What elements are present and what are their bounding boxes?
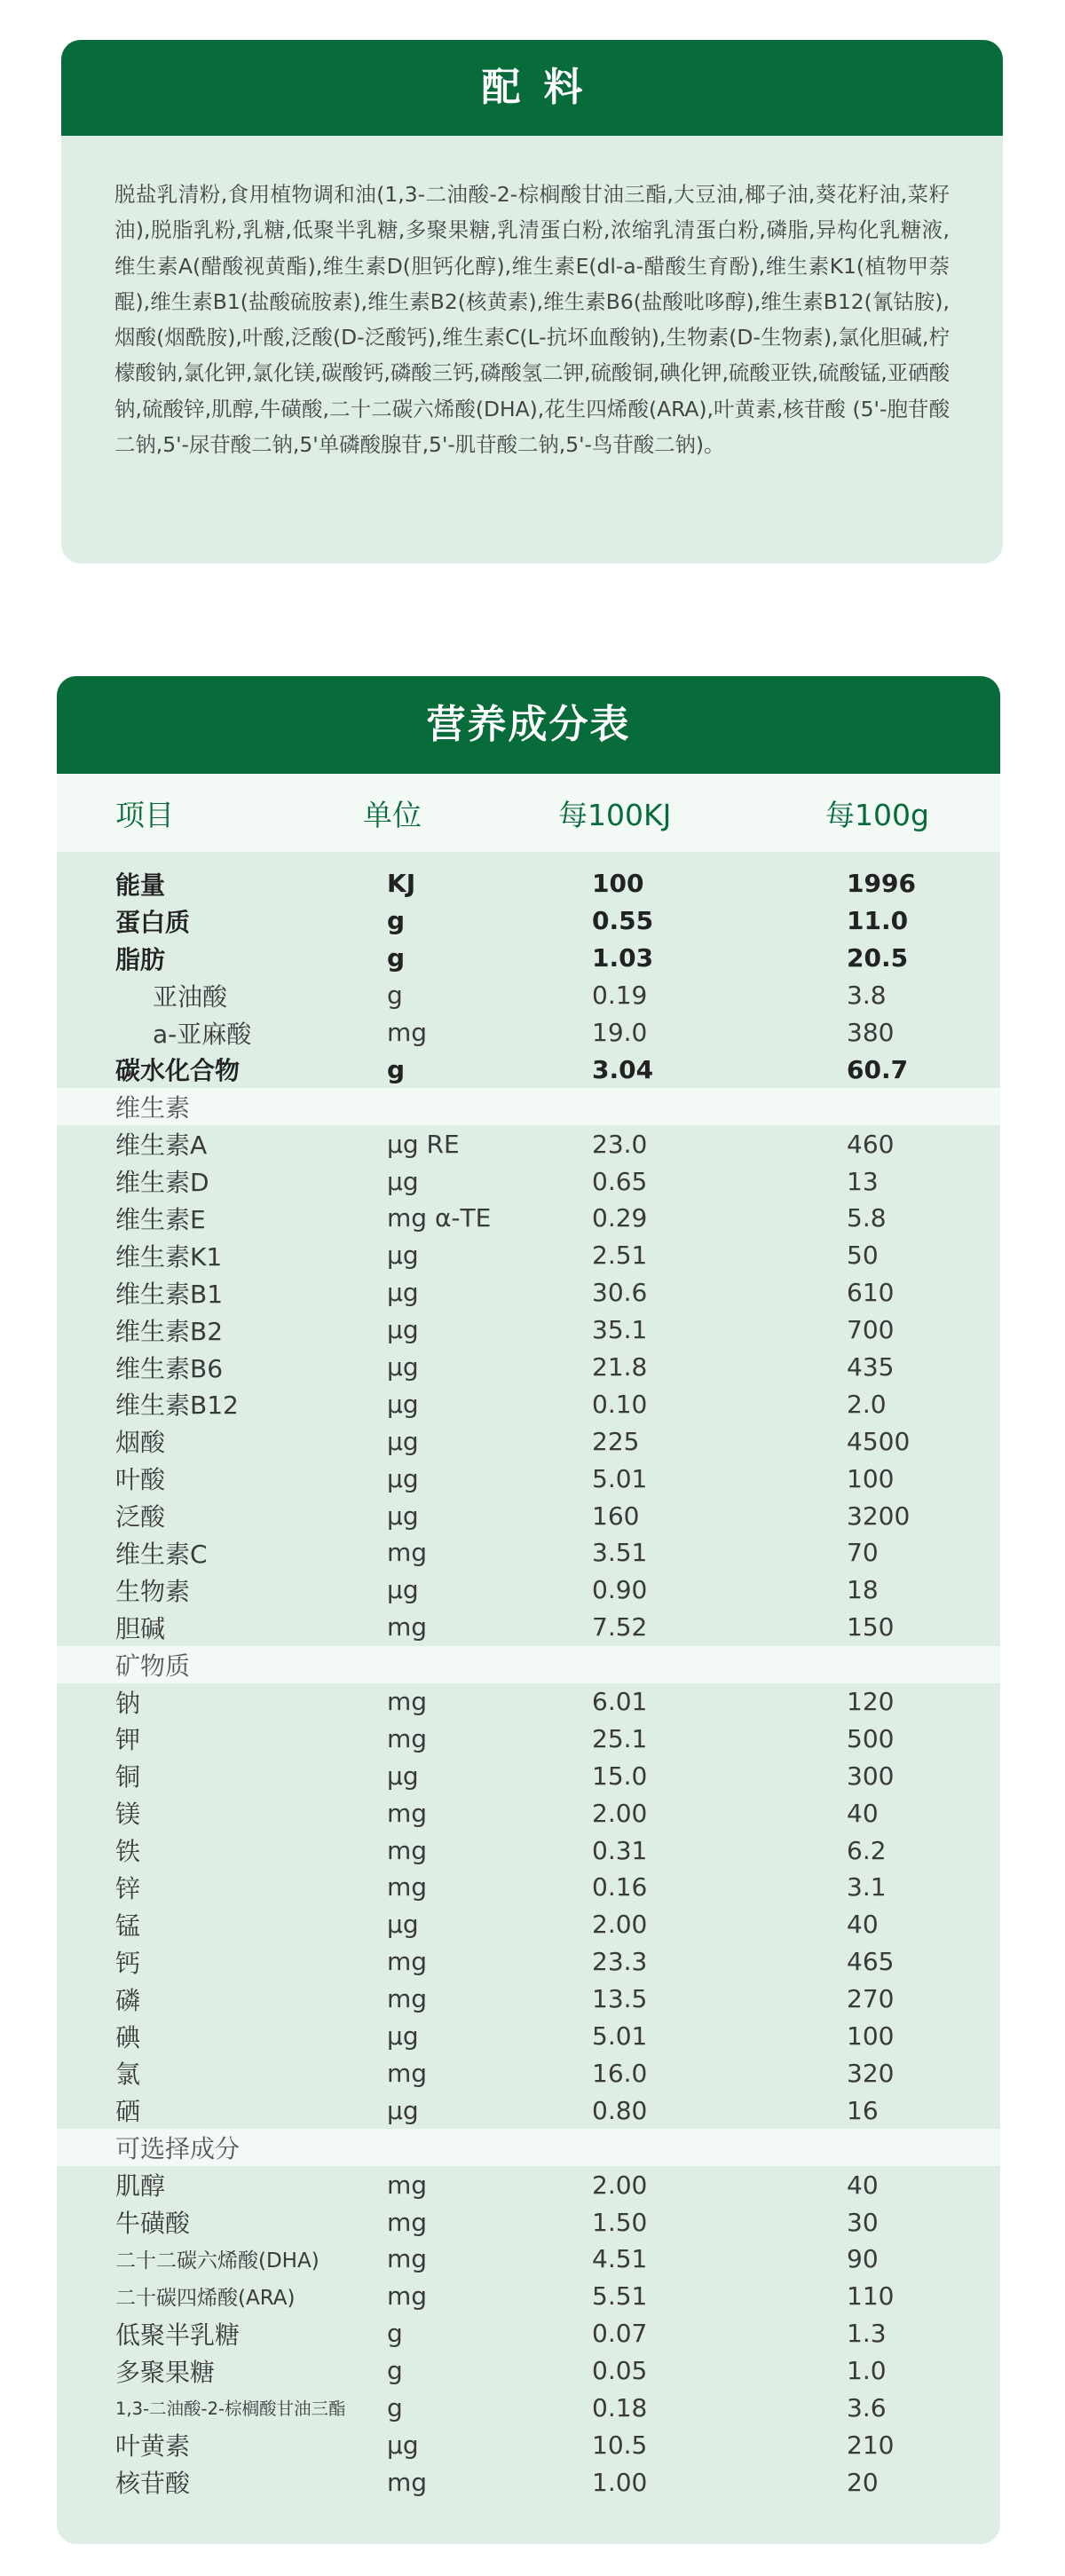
section-label: 矿物质 — [115, 1650, 191, 1681]
nutrient-unit: mg — [387, 1723, 428, 1753]
nutrient-name: 蛋白质 — [115, 907, 191, 937]
nutrient-unit: mg — [387, 1984, 428, 2014]
value-per-100kj: 160 — [592, 1501, 640, 1531]
table-row — [57, 1534, 1000, 1572]
nutrient-unit: μg — [387, 1761, 419, 1791]
value-per-100g: 435 — [847, 1352, 895, 1383]
nutrient-unit: g — [387, 1054, 406, 1084]
nutrition-rows — [57, 852, 1000, 2501]
nutrient-name: 烟酸 — [115, 1428, 166, 1458]
nutrient-unit: mg — [387, 2207, 428, 2237]
nutrient-unit: mg — [387, 1947, 428, 1977]
value-per-100g: 11.0 — [847, 906, 909, 936]
value-per-100g: 40 — [847, 2170, 879, 2200]
value-per-100g: 465 — [847, 1947, 895, 1977]
value-per-100kj: 2.51 — [592, 1241, 648, 1271]
nutrient-unit: mg — [387, 2467, 428, 2497]
value-per-100kj: 16.0 — [592, 2058, 648, 2088]
table-row — [57, 902, 1000, 940]
value-per-100g: 300 — [847, 1761, 895, 1791]
value-per-100kj: 0.55 — [592, 906, 654, 936]
value-per-100kj: 2.00 — [592, 1798, 648, 1828]
nutrient-name: 维生素A — [115, 1130, 208, 1161]
table-row — [57, 1497, 1000, 1534]
nutrient-unit: mg — [387, 1687, 428, 1717]
value-per-100kj: 19.0 — [592, 1018, 648, 1047]
nutrient-unit: μg — [387, 1352, 419, 1383]
nutrient-unit: μg — [387, 1166, 419, 1196]
value-per-100g: 1.3 — [847, 2319, 887, 2349]
nutrient-name: 维生素B2 — [115, 1316, 224, 1346]
value-per-100kj: 0.05 — [592, 2356, 648, 2386]
table-row — [57, 2390, 1000, 2427]
nutrient-name: 维生素B1 — [115, 1279, 224, 1309]
value-per-100kj: 1.50 — [592, 2207, 648, 2237]
value-per-100g: 2.0 — [847, 1389, 887, 1419]
value-per-100g: 18 — [847, 1575, 879, 1605]
nutrient-unit: μg — [387, 2095, 419, 2125]
header-item: 项目 — [115, 797, 174, 832]
table-row — [57, 1237, 1000, 1274]
value-per-100g: 1.0 — [847, 2356, 887, 2386]
value-per-100g: 13 — [847, 1166, 879, 1196]
table-row — [57, 1274, 1000, 1312]
value-per-100kj: 13.5 — [592, 1984, 648, 2014]
ingredients-title: 配料 — [61, 40, 1003, 136]
nutrient-name: 维生素B6 — [115, 1353, 224, 1383]
nutrient-name: 锰 — [115, 1910, 141, 1941]
nutrient-name: 硒 — [115, 2097, 141, 2127]
table-row — [57, 865, 1000, 902]
section-label: 维生素 — [115, 1093, 191, 1123]
nutrient-unit: mg — [387, 2281, 428, 2312]
table-row — [57, 1460, 1000, 1497]
table-row — [57, 2241, 1000, 2278]
value-per-100g: 460 — [847, 1129, 895, 1159]
nutrient-name: 泛酸 — [115, 1502, 166, 1532]
nutrient-name: 低聚半乳糖 — [115, 2320, 241, 2350]
header-per-100kj: 每100KJ — [558, 797, 672, 832]
nutrient-name: 维生素D — [115, 1168, 209, 1198]
ingredients-text: 脱盐乳清粉,食用植物调和油(1,3-二油酸-2-棕榈酸甘油三酯,大豆油,椰子油,葵花籽油,菜籽油),脱脂乳粉,乳糖,低聚半乳糖,多聚果糖,乳清蛋白粉,浓缩乳清蛋白粉,磷脂,异构化乳糖液,维生素A(醋酸视黄酯),维生素D(胆钙化醇),维生素E(dl-a-醋酸生育酚),维生素K1(植物甲萘醌),维生素B1(盐酸硫胺素),维生素B2(核黄素),维生素B6(盐酸吡哆醇),维生素B12(氰钴胺),烟酸(烟酰胺),叶酸,泛酸(D-泛酸钙),维生素C(L-抗坏血酸钠),生物素(D-生物素),氯化胆碱,柠檬酸钠,氯化钾,氯化镁,碳酸钙,磷酸三钙,磷酸氢二钾,硫酸铜,碘化钾,硫酸亚铁,硫酸锰,亚硒酸钠,硫酸锌,肌醇,牛磺酸,二十二碳六烯酸(DHA),花生四烯酸(ARA),叶黄素,核苷酸 (5'-胞苷酸二钠,5'-尿苷酸二钠,5'单磷酸腺苷,5'-肌苷酸二钠,5'-鸟苷酸二钠)。 — [114, 182, 950, 458]
value-per-100g: 20 — [847, 2467, 879, 2497]
value-per-100kj: 21.8 — [592, 1352, 648, 1383]
nutrient-name: 二十二碳六烯酸(DHA) — [115, 2249, 320, 2273]
nutrient-name: 1,3-二油酸-2-棕榈酸甘油三酯 — [115, 2399, 346, 2420]
table-row — [57, 1832, 1000, 1869]
nutrient-unit: KJ — [387, 869, 416, 899]
value-per-100g: 90 — [847, 2244, 879, 2274]
nutrient-name: 维生素B12 — [115, 1390, 239, 1421]
table-row — [57, 1162, 1000, 1200]
value-per-100kj: 0.10 — [592, 1389, 648, 1419]
value-per-100kj: 5.01 — [592, 2021, 648, 2052]
table-row — [57, 1609, 1000, 1646]
nutrient-name: 钾 — [115, 1725, 141, 1755]
table-row — [57, 2463, 1000, 2501]
value-per-100g: 110 — [847, 2281, 895, 2312]
value-per-100kj: 25.1 — [592, 1723, 648, 1753]
nutrition-table-card — [57, 676, 1000, 2544]
nutrient-name: 胆碱 — [115, 1613, 166, 1643]
nutrient-unit: μg — [387, 1278, 419, 1308]
value-per-100kj: 10.5 — [592, 2430, 648, 2460]
value-per-100kj: 2.00 — [592, 2170, 648, 2200]
value-per-100g: 380 — [847, 1018, 895, 1047]
table-row — [57, 1757, 1000, 1794]
nutrient-name: 维生素E — [115, 1204, 206, 1234]
nutrient-unit: μg — [387, 1241, 419, 1271]
table-row — [57, 2203, 1000, 2241]
table-row — [57, 1051, 1000, 1088]
value-per-100kj: 1.00 — [592, 2467, 648, 2497]
nutrient-name: a-亚麻酸 — [153, 1019, 252, 1049]
value-per-100g: 150 — [847, 1612, 895, 1642]
table-row — [57, 1014, 1000, 1052]
nutrient-name: 叶酸 — [115, 1465, 166, 1495]
nutrient-unit: μg — [387, 2021, 419, 2052]
nutrient-name: 生物素 — [115, 1576, 191, 1606]
nutrient-unit: mg — [387, 2058, 428, 2088]
table-row — [57, 1943, 1000, 1981]
value-per-100kj: 7.52 — [592, 1612, 648, 1642]
value-per-100g: 20.5 — [847, 943, 909, 973]
value-per-100kj: 4.51 — [592, 2244, 648, 2274]
value-per-100g: 120 — [847, 1687, 895, 1717]
nutrient-unit: mg — [387, 2244, 428, 2274]
nutrient-name: 铁 — [115, 1837, 141, 1867]
value-per-100g: 3.6 — [847, 2392, 887, 2422]
table-row — [57, 1312, 1000, 1349]
nutrient-name: 牛磺酸 — [115, 2209, 191, 2238]
table-row — [57, 1200, 1000, 1237]
nutrient-unit: mg α-TE — [387, 1203, 492, 1233]
table-row — [57, 1349, 1000, 1386]
table-row — [57, 2166, 1000, 2203]
nutrient-unit: μg RE — [387, 1129, 460, 1159]
table-row — [57, 2055, 1000, 2092]
value-per-100g: 210 — [847, 2430, 895, 2460]
table-row — [57, 2426, 1000, 2463]
nutrient-name: 维生素C — [115, 1539, 208, 1569]
nutrient-name: 氯 — [115, 2060, 141, 2090]
value-per-100kj: 0.18 — [592, 2392, 648, 2422]
nutrient-unit: μg — [387, 1575, 419, 1605]
table-row — [57, 2352, 1000, 2390]
table-row — [57, 1869, 1000, 1906]
nutrient-name: 磷 — [115, 1985, 141, 2015]
value-per-100g: 100 — [847, 2021, 895, 2052]
value-per-100g: 3.8 — [847, 981, 887, 1011]
table-row — [57, 1125, 1000, 1162]
nutrient-name: 脂肪 — [115, 944, 166, 974]
nutrient-unit: mg — [387, 1018, 428, 1047]
nutrient-unit: μg — [387, 1910, 419, 1940]
nutrient-unit: mg — [387, 1538, 428, 1568]
nutrient-unit: μg — [387, 1463, 419, 1493]
table-row — [57, 1794, 1000, 1832]
value-per-100kj: 1.03 — [592, 943, 654, 973]
value-per-100kj: 100 — [592, 869, 644, 899]
table-row — [57, 1422, 1000, 1460]
nutrient-unit: g — [387, 2319, 403, 2349]
value-per-100kj: 0.29 — [592, 1203, 648, 1233]
nutrient-unit: mg — [387, 1872, 428, 1902]
nutrient-unit: μg — [387, 1501, 419, 1531]
value-per-100kj: 2.00 — [592, 1910, 648, 1940]
value-per-100kj: 5.01 — [592, 1463, 648, 1493]
header-unit: 单位 — [363, 797, 422, 832]
nutrient-name: 二十碳四烯酸(ARA) — [115, 2287, 296, 2311]
nutrient-name: 碳水化合物 — [115, 1056, 241, 1086]
nutrient-unit: mg — [387, 1835, 428, 1865]
value-per-100kj: 225 — [592, 1426, 640, 1456]
value-per-100g: 5.8 — [847, 1203, 887, 1233]
table-row — [57, 1981, 1000, 2018]
nutrient-name: 肌醇 — [115, 2171, 166, 2202]
nutrient-name: 维生素K1 — [115, 1241, 223, 1272]
nutrient-unit: mg — [387, 1798, 428, 1828]
value-per-100kj: 35.1 — [592, 1315, 648, 1345]
value-per-100g: 70 — [847, 1538, 879, 1568]
nutrient-unit: μg — [387, 1426, 419, 1456]
value-per-100kj: 15.0 — [592, 1761, 648, 1791]
nutrient-unit: mg — [387, 2170, 428, 2200]
value-per-100kj: 6.01 — [592, 1687, 648, 1717]
value-per-100kj: 3.51 — [592, 1538, 648, 1568]
nutrient-unit: g — [387, 2392, 403, 2422]
value-per-100kj: 0.90 — [592, 1575, 648, 1605]
value-per-100kj: 30.6 — [592, 1278, 648, 1308]
value-per-100g: 16 — [847, 2095, 879, 2125]
value-per-100g: 60.7 — [847, 1054, 909, 1084]
table-row — [57, 977, 1000, 1014]
nutrient-unit: g — [387, 906, 406, 936]
value-per-100kj: 0.31 — [592, 1835, 648, 1865]
value-per-100kj: 0.16 — [592, 1872, 648, 1902]
nutrient-unit: g — [387, 981, 403, 1011]
value-per-100g: 500 — [847, 1723, 895, 1753]
nutrient-unit: g — [387, 2356, 403, 2386]
value-per-100g: 1996 — [847, 869, 916, 899]
value-per-100kj: 0.65 — [592, 1166, 648, 1196]
value-per-100g: 100 — [847, 1463, 895, 1493]
value-per-100g: 4500 — [847, 1426, 911, 1456]
value-per-100kj: 0.19 — [592, 981, 648, 1011]
nutrient-unit: μg — [387, 1315, 419, 1345]
table-row — [57, 1683, 1000, 1721]
value-per-100kj: 23.0 — [592, 1129, 648, 1159]
nutrient-name: 铜 — [115, 1762, 141, 1792]
table-row — [57, 2092, 1000, 2129]
table-row — [57, 1720, 1000, 1757]
value-per-100kj: 3.04 — [592, 1054, 654, 1084]
value-per-100g: 320 — [847, 2058, 895, 2088]
table-row — [57, 1385, 1000, 1422]
nutrition-column-header — [57, 774, 1000, 852]
table-section-header — [57, 1088, 1000, 1125]
nutrient-name: 多聚果糖 — [115, 2357, 216, 2387]
ingredients-card — [61, 40, 1003, 563]
table-section-header — [57, 1646, 1000, 1683]
table-row — [57, 1906, 1000, 1943]
value-per-100kj: 5.51 — [592, 2281, 648, 2312]
value-per-100g: 40 — [847, 1798, 879, 1828]
nutrient-unit: μg — [387, 2430, 419, 2460]
value-per-100g: 610 — [847, 1278, 895, 1308]
nutrient-name: 锌 — [115, 1873, 141, 1903]
value-per-100kj: 23.3 — [592, 1947, 648, 1977]
value-per-100g: 40 — [847, 1910, 879, 1940]
nutrient-name: 镁 — [115, 1800, 141, 1830]
value-per-100kj: 0.80 — [592, 2095, 648, 2125]
header-per-100g: 每100g — [825, 797, 929, 832]
nutrient-name: 叶黄素 — [115, 2431, 191, 2462]
nutrient-unit: mg — [387, 1612, 428, 1642]
value-per-100g: 50 — [847, 1241, 879, 1271]
nutrient-name: 核苷酸 — [115, 2469, 191, 2499]
value-per-100kj: 0.07 — [592, 2319, 648, 2349]
nutrient-name: 能量 — [115, 870, 166, 900]
nutrition-title: 营养成分表 — [57, 676, 1000, 774]
nutrient-name: 碘 — [115, 2022, 141, 2052]
table-row — [57, 940, 1000, 977]
table-row — [57, 1572, 1000, 1609]
value-per-100g: 3.1 — [847, 1872, 887, 1902]
nutrient-name: 亚油酸 — [153, 981, 228, 1012]
table-row — [57, 2278, 1000, 2315]
table-section-header — [57, 2129, 1000, 2166]
table-row — [57, 2018, 1000, 2055]
value-per-100g: 700 — [847, 1315, 895, 1345]
value-per-100g: 30 — [847, 2207, 879, 2237]
nutrient-name: 钠 — [115, 1688, 141, 1718]
table-row — [57, 2315, 1000, 2352]
nutrient-name: 钙 — [115, 1948, 141, 1978]
value-per-100g: 3200 — [847, 1501, 911, 1531]
nutrient-unit: μg — [387, 1389, 419, 1419]
value-per-100g: 6.2 — [847, 1835, 887, 1865]
section-label: 可选择成分 — [115, 2134, 241, 2164]
value-per-100g: 270 — [847, 1984, 895, 2014]
nutrient-unit: g — [387, 943, 406, 973]
